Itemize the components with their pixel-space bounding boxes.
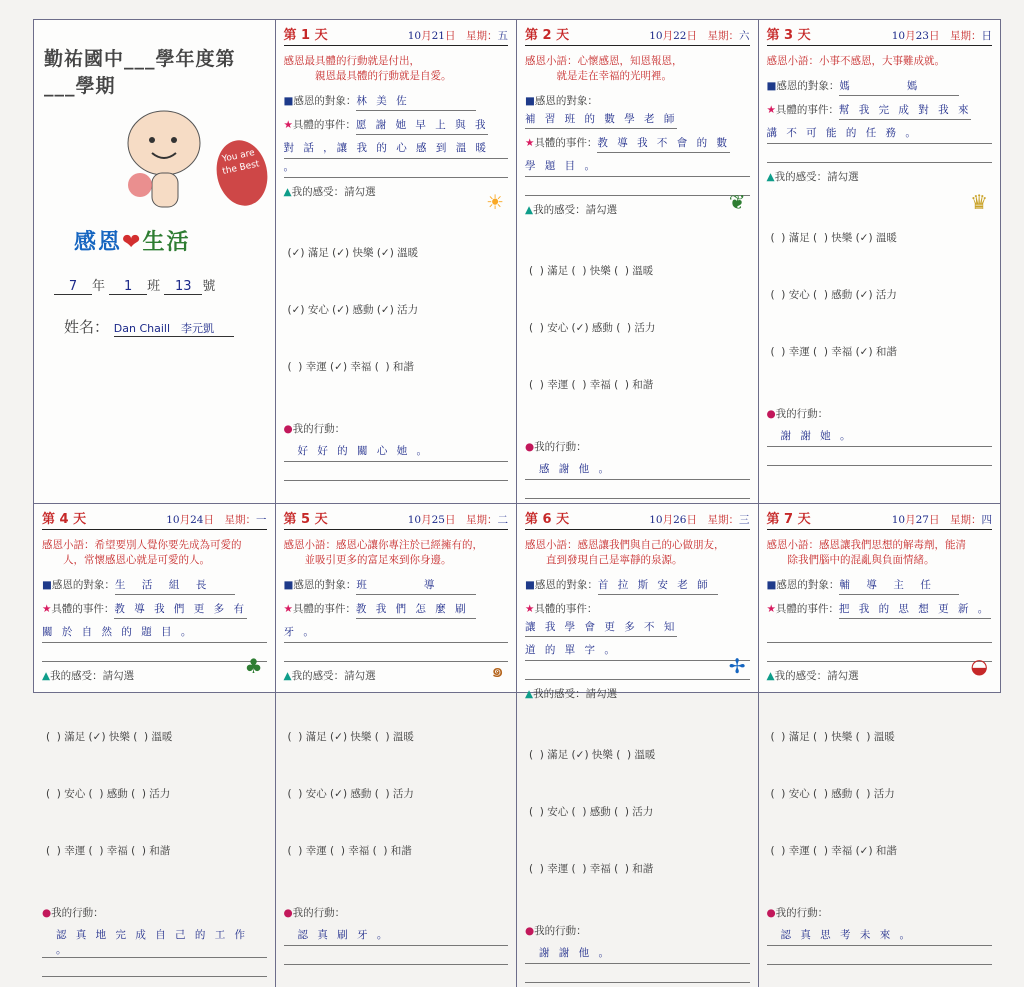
- action-label: 我的行動：: [292, 907, 346, 919]
- feeling-options: [771, 191, 993, 400]
- class-info: [54, 275, 215, 295]
- gratitude-quote: 感恩小語：希望要別人覺你要先成為可愛的 人，常懷感恩心就是可愛的人。: [42, 539, 242, 566]
- day-number: 第 3 天: [766, 28, 811, 43]
- action-row: [284, 420, 509, 438]
- star-bullet-icon: ★: [766, 603, 776, 615]
- action-value: 好 好 的 關 心 她 。: [284, 443, 509, 462]
- target-row: [525, 576, 750, 595]
- star-bullet-icon: ★: [766, 104, 776, 116]
- triangle-bullet-icon: ▲: [766, 670, 775, 682]
- gratitude-quote: 感恩小語：感恩讓我們與自己的心做朋友， 直到發現自己是寧靜的泉源。: [525, 539, 725, 566]
- deed-label: 具體的事件：: [775, 104, 839, 116]
- date-value: 25: [431, 514, 445, 526]
- date-value: 23: [915, 30, 929, 42]
- star-bullet-icon: ★: [525, 603, 535, 615]
- sun-icon: ☀: [486, 190, 504, 214]
- dot-bullet-icon: ●: [283, 907, 293, 919]
- weekday-value: 日: [981, 30, 992, 42]
- feeling-line[interactable]: ( ) 安心 ( ) 感動 ( ) 活力: [46, 788, 171, 800]
- feeling-label: 我的感受：請勾選: [774, 171, 859, 183]
- feeling-row: [525, 685, 750, 703]
- action-label: 我的行動：: [51, 907, 104, 919]
- weekday-value: 三: [739, 514, 750, 526]
- day-header: [767, 508, 993, 530]
- deed-label: 具體的事件：: [534, 603, 598, 615]
- month-value: 10: [649, 30, 663, 42]
- deed-line-3: 。: [284, 159, 509, 178]
- dot-bullet-icon: ●: [283, 423, 293, 435]
- target-row: [42, 576, 267, 595]
- target-row: [767, 77, 993, 96]
- action-row: [42, 904, 267, 922]
- gratitude-quote: 感恩小語：小事不感恩，大事難成就。: [766, 55, 945, 67]
- feeling-line[interactable]: ( ) 幸運 ( ) 幸福 ( ) 和諧: [529, 863, 654, 875]
- month-value: 10: [891, 30, 906, 42]
- feeling-line[interactable]: ( ) 安心 (✓) 感動 ( ) 活力: [529, 322, 656, 334]
- action-row: [525, 922, 750, 940]
- feeling-row: [284, 667, 509, 685]
- action-value: 認 真 刷 牙 。: [284, 927, 509, 946]
- target-label: 感恩的對象：: [293, 95, 357, 107]
- deed-line-2: 道 的 單 字 。: [525, 642, 750, 661]
- feeling-line[interactable]: ( ) 安心 (✓) 感動 ( ) 活力: [287, 788, 414, 800]
- smiley-character-icon: [112, 105, 207, 215]
- feeling-line[interactable]: ( ) 滿足 (✓) 快樂 ( ) 溫暖: [529, 749, 656, 761]
- theme-part-a: 感恩: [74, 230, 123, 255]
- day-header: [525, 24, 750, 46]
- seat-label: 號: [202, 279, 216, 294]
- day-header: [525, 508, 750, 530]
- action-blank-line: [525, 964, 750, 983]
- weekday-value: 二: [497, 514, 508, 526]
- action-blank-line: [767, 447, 993, 466]
- feeling-options: [529, 224, 750, 433]
- action-value: 認 真 地 完 成 自 己 的 工 作 。: [42, 927, 267, 958]
- deed-row: [42, 600, 267, 619]
- deed-row: [284, 600, 509, 619]
- feeling-line[interactable]: (✓) 安心 (✓) 感動 (✓) 活力: [287, 304, 419, 316]
- leaf-icon: ❦: [728, 190, 746, 214]
- action-value: 謝 謝 他 。: [525, 945, 750, 964]
- class-label: 班: [147, 279, 161, 294]
- action-value: 謝 謝 她 。: [767, 428, 993, 447]
- dot-bullet-icon: ●: [766, 907, 776, 919]
- deed-row: [767, 101, 993, 120]
- deed-label: 具體的事件：: [534, 137, 598, 149]
- square-bullet-icon: ■: [283, 579, 294, 591]
- weekday-label: 星期：: [224, 514, 256, 526]
- feeling-row: [767, 168, 993, 186]
- deed-label: 具體的事件：: [292, 119, 356, 131]
- day-header: [284, 24, 509, 46]
- day-date: 10月21日 星期：五: [407, 30, 508, 42]
- deed-line-1: 教 導 我 們 更 多 有: [114, 600, 247, 619]
- triangle-bullet-icon: ▲: [42, 670, 51, 682]
- triangle-bullet-icon: ▲: [283, 186, 292, 198]
- deed-line-2: 關 於 自 然 的 題 目 。: [42, 624, 267, 643]
- target-value: 媽 媽: [839, 77, 959, 96]
- school-title: 勤祐國中___學年度第___學期: [44, 48, 236, 97]
- action-row: [284, 904, 509, 922]
- gratitude-worksheet: [33, 19, 1001, 959]
- theme-part-b: 生活: [142, 230, 191, 255]
- deed-line-1: 把 我 的 思 想 更 新 。: [839, 600, 991, 619]
- target-row: [525, 92, 750, 129]
- action-blank-line: [767, 946, 993, 965]
- action-label: 我的行動：: [292, 423, 346, 435]
- deed-line-2: 對 話 ，讓 我 的 心 感 到 溫 暖: [284, 140, 509, 159]
- day-panel: [759, 504, 1001, 987]
- seat-value: 13: [164, 279, 202, 295]
- action-row: [767, 904, 993, 922]
- feeling-label: 我的感受：請勾選: [774, 670, 859, 682]
- day-date: 10月26日 星期：三: [649, 514, 750, 526]
- feeling-line[interactable]: ( ) 滿足 ( ) 快樂 ( ) 溫暖: [770, 731, 895, 743]
- feeling-options: [771, 690, 993, 899]
- student-name: [64, 316, 234, 337]
- square-bullet-icon: ■: [766, 80, 777, 92]
- dot-bullet-icon: ●: [42, 907, 52, 919]
- day-panel: [276, 504, 518, 987]
- star-bullet-icon: ★: [525, 137, 535, 149]
- weekday-label: 星期：: [466, 30, 498, 42]
- day-header: [42, 508, 267, 530]
- square-bullet-icon: ■: [525, 579, 535, 591]
- target-label: 感恩的對象：: [776, 80, 840, 92]
- feeling-line[interactable]: ( ) 安心 ( ) 感動 (✓) 活力: [770, 289, 897, 301]
- month-value: 10: [407, 30, 422, 42]
- feeling-options: [288, 690, 509, 899]
- deed-line-3: [767, 144, 993, 163]
- target-label: 感恩的對象：: [534, 579, 598, 591]
- feeling-options: [46, 690, 267, 899]
- star-bullet-icon: ★: [42, 603, 52, 615]
- dragonfly-icon: ✢: [728, 654, 746, 678]
- date-value: 26: [673, 514, 687, 526]
- weekday-label: 星期：: [950, 514, 982, 526]
- gratitude-quote: 感恩小語：感恩讓我們思想的解毒劑，能清 除我們腦中的混亂與負面情緒。: [766, 539, 966, 566]
- dot-bullet-icon: ●: [525, 441, 535, 453]
- class-value: 1: [109, 279, 147, 295]
- target-value: 班 導: [356, 576, 476, 595]
- target-row: [284, 576, 509, 595]
- day-date: 10月25日 星期：二: [407, 514, 508, 526]
- feeling-line[interactable]: ( ) 安心 ( ) 感動 ( ) 活力: [529, 806, 654, 818]
- gratitude-quote: 感恩小語：感恩心讓你專注於已經擁有的， 並吸引更多的富足來到你身邊。: [283, 539, 483, 566]
- dot-bullet-icon: ●: [766, 408, 776, 420]
- day-date: 10月27日 星期：四: [891, 514, 992, 526]
- target-value: 輔 導 主 任: [839, 576, 959, 595]
- target-label: 感恩的對象：: [51, 579, 115, 591]
- day-header: [284, 508, 509, 530]
- weekday-label: 星期：: [707, 30, 739, 42]
- date-value: 21: [431, 30, 445, 42]
- feeling-row: [42, 667, 267, 685]
- you-are-the-best-badge: You are the Best: [211, 136, 274, 211]
- day-panel: [517, 20, 759, 504]
- grade-label: 年: [92, 279, 106, 294]
- day-date: 10月24日 星期：一: [166, 514, 267, 526]
- deed-line-3: [767, 643, 993, 662]
- feeling-label: 我的感受：請勾選: [533, 688, 618, 700]
- day-panel: [759, 20, 1001, 504]
- deed-line-3: [42, 643, 267, 662]
- day-date: 10月22日 星期：六: [649, 30, 750, 42]
- feeling-line[interactable]: ( ) 幸運 ( ) 幸福 ( ) 和諧: [46, 845, 171, 857]
- tree-icon: ♣: [244, 654, 263, 678]
- target-value: 補 習 班 的 數 學 老 師: [525, 110, 677, 129]
- square-bullet-icon: ■: [283, 95, 294, 107]
- day-number: 第 7 天: [766, 512, 811, 527]
- weekday-value: 五: [497, 30, 508, 42]
- feeling-row: [767, 667, 993, 685]
- deed-label: 具體的事件：: [775, 603, 839, 615]
- name-chinese: 李元凱: [181, 322, 215, 335]
- target-label: 感恩的對象：: [293, 579, 357, 591]
- day-panel: [34, 504, 276, 987]
- deed-line-1: 愿 謝 她 早 上 與 我: [356, 116, 489, 135]
- name-english: Dan Chaill: [113, 322, 171, 335]
- day-panel: [517, 504, 759, 987]
- feeling-line[interactable]: ( ) 幸運 ( ) 幸福 (✓) 和諧: [770, 346, 897, 358]
- weekday-label: 星期：: [950, 30, 982, 42]
- month-value: 10: [891, 514, 906, 526]
- target-row: [284, 92, 509, 111]
- day-number: 第 2 天: [525, 28, 570, 43]
- gratitude-quote: 感恩小語：心懷感恩，知恩報恩， 就是走在幸福的光明裡。: [525, 55, 683, 82]
- feeling-line[interactable]: ( ) 安心 ( ) 感動 ( ) 活力: [770, 788, 895, 800]
- heart-icon: ❤: [122, 230, 143, 255]
- gratitude-quote: 感恩最具體的行動就是付出， 親恩最具體的行動就是自愛。: [283, 55, 452, 82]
- weekday-label: 星期：: [466, 514, 498, 526]
- chicken-icon: ◒: [970, 654, 988, 678]
- deed-line-1: 讓 我 學 會 更 多 不 知: [525, 618, 677, 637]
- action-blank-line: [42, 958, 267, 977]
- feeling-line[interactable]: ( ) 幸運 ( ) 幸福 ( ) 和諧: [529, 379, 654, 391]
- deed-line-2: 學 題 目 。: [525, 158, 750, 177]
- date-value: 24: [190, 514, 204, 526]
- star-bullet-icon: ★: [283, 603, 293, 615]
- weekday-value: 四: [981, 514, 992, 526]
- action-blank-line: [525, 480, 750, 499]
- deed-line-1: 幫 我 完 成 對 我 來: [839, 101, 972, 120]
- month-value: 10: [166, 514, 180, 526]
- day-number: 第 4 天: [42, 512, 87, 527]
- action-row: [525, 438, 750, 456]
- name-label: 姓名：: [64, 318, 110, 336]
- day-panel: [276, 20, 518, 504]
- action-row: [767, 405, 993, 423]
- target-row: [767, 576, 993, 595]
- feeling-line[interactable]: ( ) 滿足 (✓) 快樂 ( ) 溫暖: [46, 731, 173, 743]
- feeling-options: [529, 708, 750, 917]
- deed-line-1: 教 導 我 不 會 的 數: [597, 134, 730, 153]
- date-value: 22: [673, 30, 687, 42]
- feeling-line[interactable]: ( ) 滿足 (✓) 快樂 ( ) 溫暖: [287, 731, 414, 743]
- action-blank-line: [284, 462, 509, 481]
- action-value: 感 謝 他 。: [525, 461, 750, 480]
- day-header: [767, 24, 993, 46]
- day-number: 第 1 天: [283, 28, 328, 43]
- star-bullet-icon: ★: [283, 119, 293, 131]
- feeling-line[interactable]: ( ) 滿足 ( ) 快樂 (✓) 溫暖: [770, 232, 897, 244]
- weekday-label: 星期：: [707, 514, 739, 526]
- square-bullet-icon: ■: [766, 579, 777, 591]
- square-bullet-icon: ■: [42, 579, 52, 591]
- month-value: 10: [407, 514, 422, 526]
- feeling-options: [288, 206, 509, 415]
- triangle-bullet-icon: ▲: [283, 670, 292, 682]
- action-label: 我的行動：: [534, 441, 587, 453]
- triangle-bullet-icon: ▲: [766, 171, 775, 183]
- action-blank-line: [284, 946, 509, 965]
- dot-bullet-icon: ●: [525, 925, 535, 937]
- target-value: 林 美 佐: [356, 92, 476, 111]
- day-number: 第 6 天: [525, 512, 570, 527]
- snail-icon: ๑: [491, 658, 504, 682]
- theme-title: [74, 225, 190, 256]
- triangle-bullet-icon: ▲: [525, 688, 534, 700]
- deed-row: [525, 134, 750, 153]
- deed-label: 具體的事件：: [292, 603, 356, 615]
- day-date: 10月23日 星期：日: [891, 30, 992, 42]
- feeling-label: 我的感受：請勾選: [533, 204, 618, 216]
- weekday-value: 六: [739, 30, 750, 42]
- feeling-line[interactable]: ( ) 幸運 ( ) 幸福 (✓) 和諧: [770, 845, 897, 857]
- feeling-row: [284, 183, 509, 201]
- deed-line-3: [284, 643, 509, 662]
- deed-row: [284, 116, 509, 135]
- weekday-value: 一: [256, 514, 267, 526]
- deed-row: [525, 600, 750, 637]
- target-value: 生 活 組 長: [115, 576, 235, 595]
- deed-line-2: [767, 624, 993, 643]
- feeling-label: 我的感受：請勾選: [291, 186, 376, 198]
- deed-row: [767, 600, 993, 619]
- deed-label: 具體的事件：: [51, 603, 115, 615]
- date-value: 27: [915, 514, 929, 526]
- feeling-line[interactable]: (✓) 滿足 (✓) 快樂 (✓) 溫暖: [287, 247, 419, 259]
- deed-line-3: [525, 177, 750, 196]
- deed-line-3: [525, 661, 750, 680]
- month-value: 10: [649, 514, 663, 526]
- feeling-label: 我的感受：請勾選: [50, 670, 135, 682]
- action-label: 我的行動：: [775, 907, 829, 919]
- target-value: 首 拉 斯 安 老 師: [598, 576, 718, 595]
- action-value: 認 真 思 考 未 來 。: [767, 927, 993, 946]
- feeling-line[interactable]: ( ) 幸運 (✓) 幸福 ( ) 和諧: [287, 361, 414, 373]
- deed-line-2: 講 不 可 能 的 任 務 。: [767, 125, 993, 144]
- feeling-line[interactable]: ( ) 幸運 ( ) 幸福 ( ) 和諧: [287, 845, 412, 857]
- cover-panel: [34, 20, 276, 504]
- name-field: [114, 320, 234, 337]
- deed-line-2: 牙 。: [284, 624, 509, 643]
- feeling-row: [525, 201, 750, 219]
- feeling-line[interactable]: ( ) 滿足 ( ) 快樂 ( ) 溫暖: [529, 265, 654, 277]
- target-label: 感恩的對象：: [534, 95, 598, 107]
- deed-line-1: 教 我 們 怎 麼 刷: [356, 600, 476, 619]
- crown-icon: ♛: [970, 190, 988, 214]
- feeling-label: 我的感受：請勾選: [291, 670, 376, 682]
- target-label: 感恩的對象：: [776, 579, 840, 591]
- day-number: 第 5 天: [283, 512, 328, 527]
- action-label: 我的行動：: [775, 408, 829, 420]
- square-bullet-icon: ■: [525, 95, 535, 107]
- action-label: 我的行動：: [534, 925, 587, 937]
- grade-value: 7: [54, 279, 92, 295]
- triangle-bullet-icon: ▲: [525, 204, 534, 216]
